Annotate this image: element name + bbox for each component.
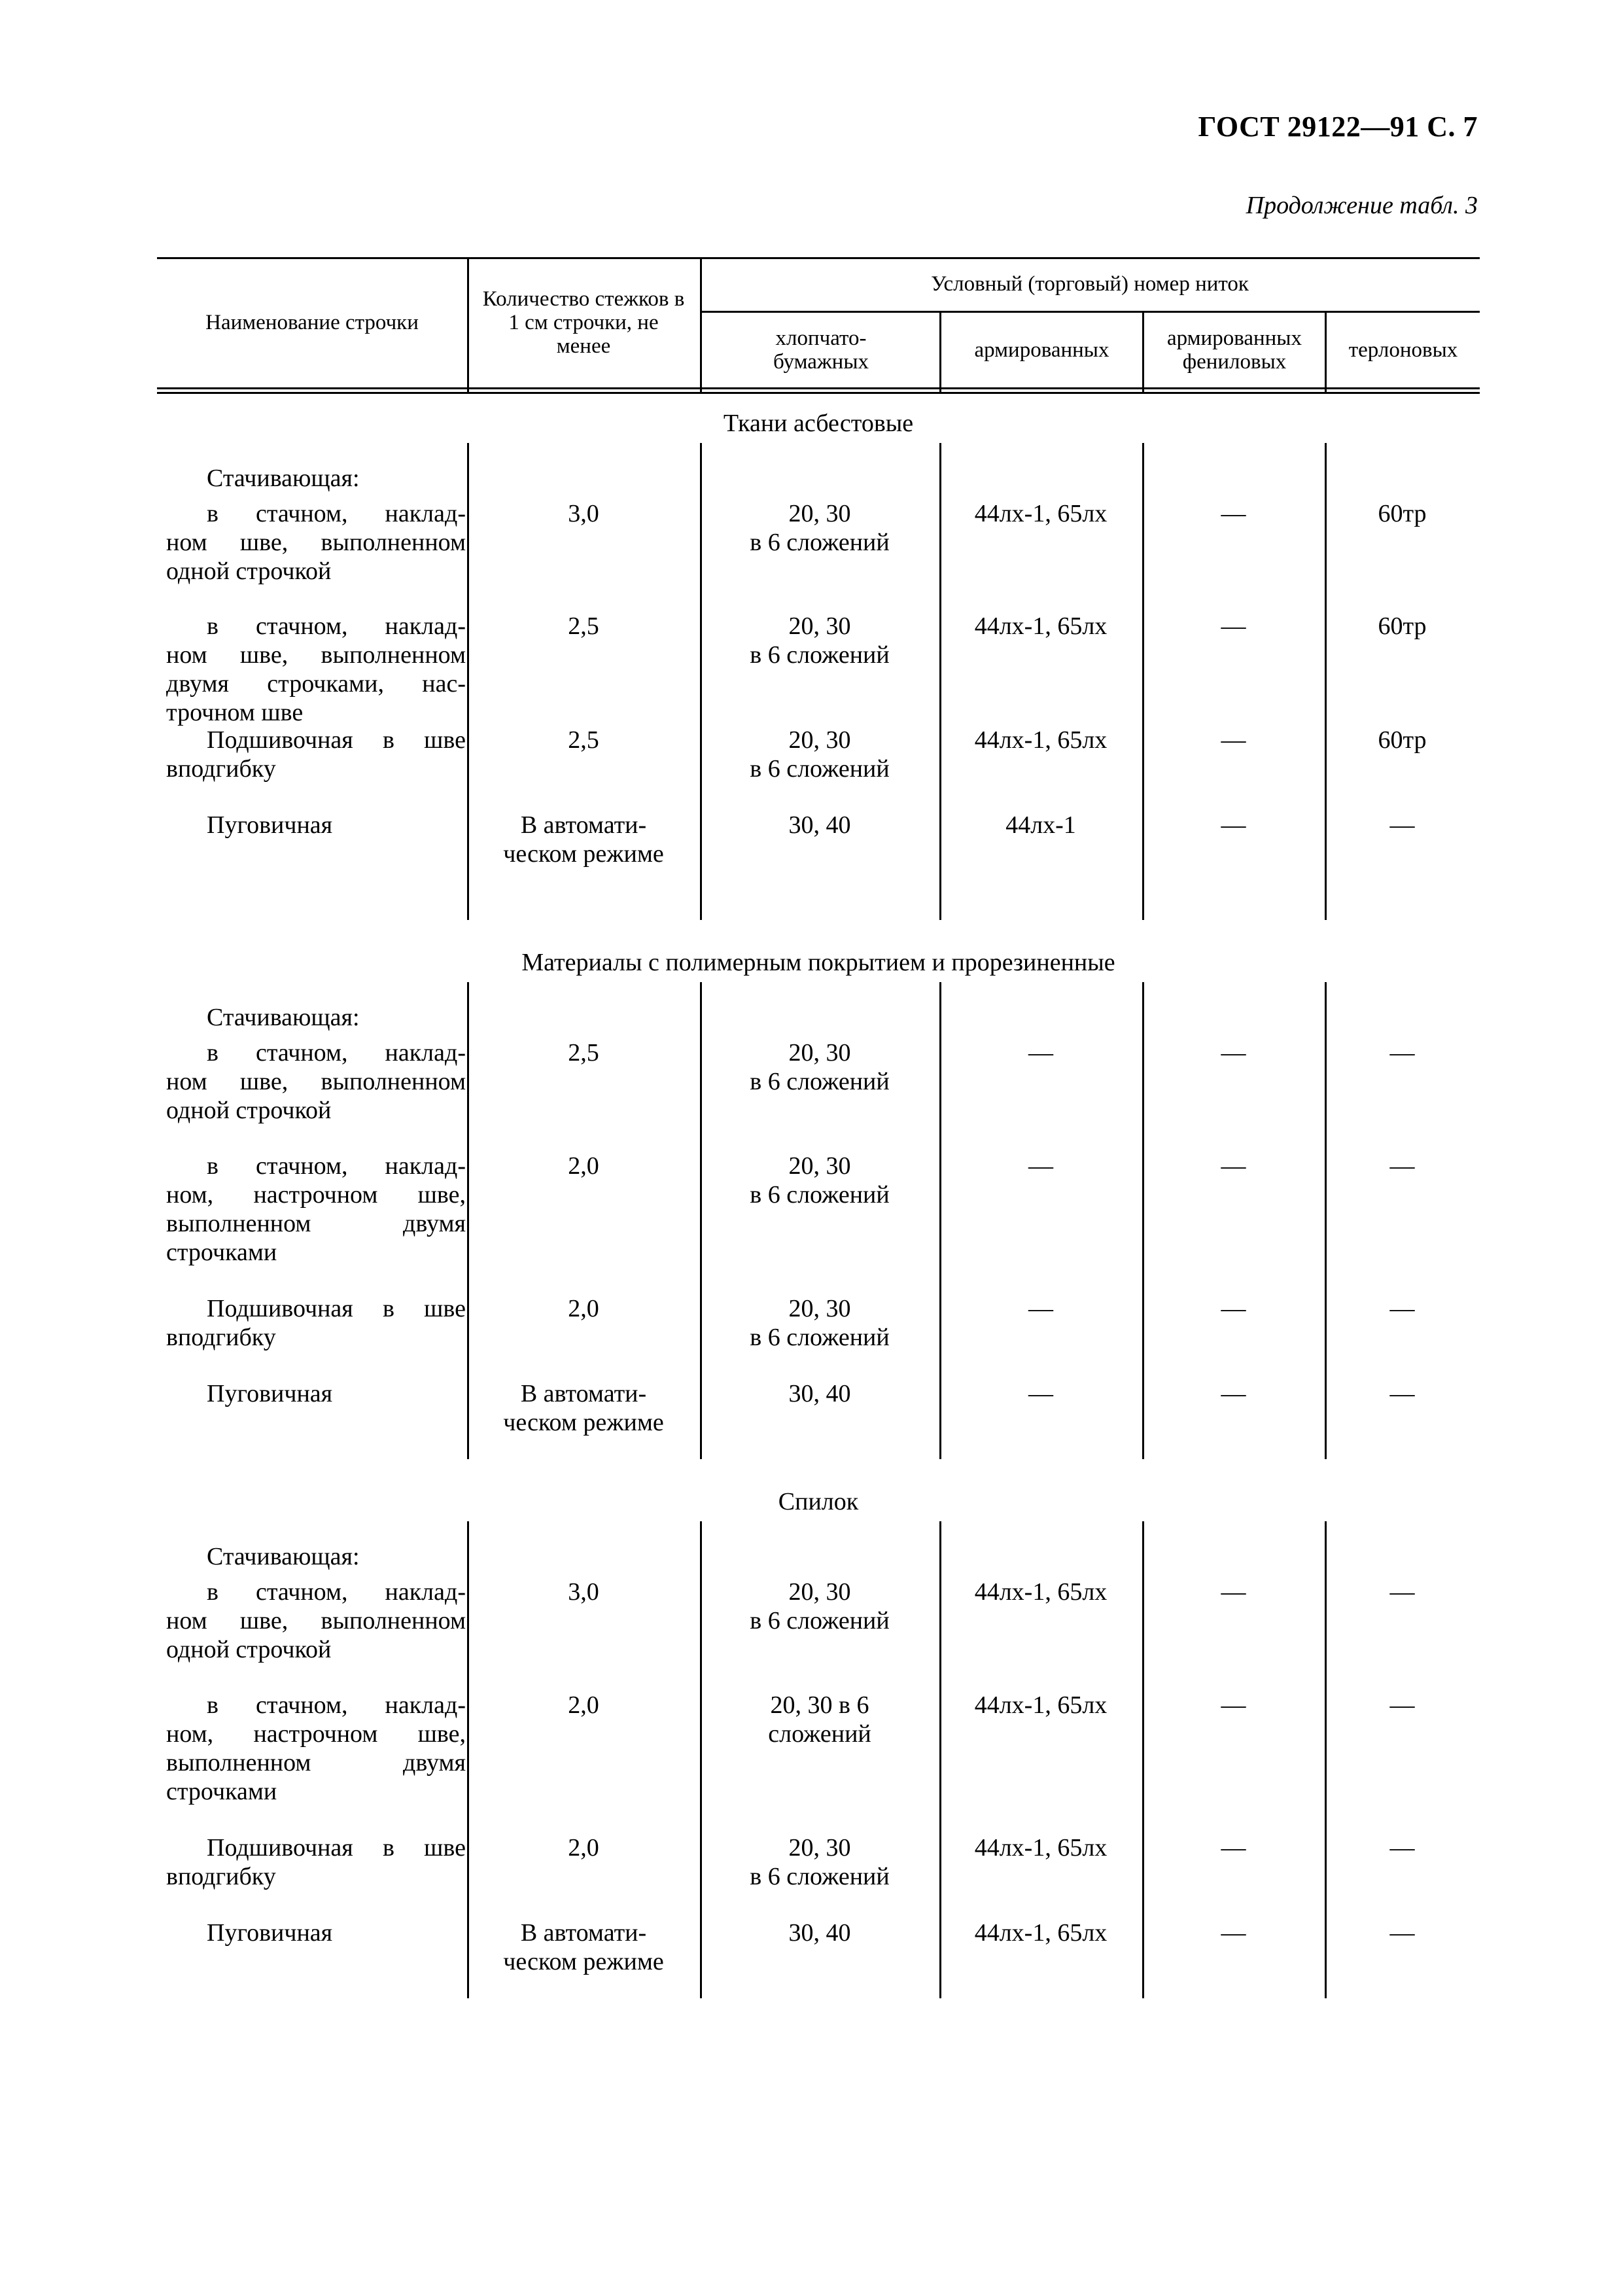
- stitches-value: 3,0: [568, 1578, 599, 1606]
- row-name-line: Пуговичная: [207, 1380, 333, 1407]
- reinforced-thread-value: —: [1028, 1039, 1053, 1067]
- header-stitches: Количество стежков в 1 см строчки, не менее: [482, 287, 685, 358]
- cotton-thread-value: в 6 сложений: [750, 755, 890, 783]
- group-label: Стачивающая:: [207, 1543, 360, 1570]
- row-name-line: Пуговичная: [207, 1919, 333, 1947]
- row-name-line: в стачном, наклад-: [207, 612, 466, 640]
- header-subrule: [700, 311, 1480, 313]
- terlon-thread-value: —: [1389, 1691, 1415, 1719]
- group-label: Стачивающая:: [207, 1004, 360, 1031]
- stitches-value: 2,5: [568, 612, 599, 640]
- row-name-line: ном шве, выполненном: [166, 641, 466, 669]
- header-cotton-label: хлопчато-бумажных: [773, 327, 869, 374]
- header-reinforced: армированных: [974, 338, 1109, 362]
- section-title: Спилок: [778, 1488, 859, 1515]
- terlon-thread-value: —: [1389, 1919, 1415, 1947]
- reinforced-thread-value: 44лх-1, 65лх: [974, 1578, 1108, 1606]
- row-name-line: в стачном, наклад-: [207, 1691, 466, 1719]
- cotton-thread-value: 30, 40: [788, 811, 851, 839]
- cotton-thread-value: 20, 30: [788, 1152, 851, 1180]
- terlon-thread-value: —: [1389, 1578, 1415, 1606]
- stitches-value: 2,0: [568, 1834, 599, 1862]
- header-name: Наименование строчки: [205, 310, 419, 334]
- stitches-value: ческом режиме: [503, 840, 664, 868]
- phenyl-thread-value: —: [1221, 1295, 1246, 1322]
- row-name-line: в стачном, наклад-: [207, 1578, 466, 1606]
- stitches-value: 2,0: [568, 1152, 599, 1180]
- stitches-value: 2,0: [568, 1295, 599, 1322]
- section-title: Материалы с полимерным покрытием и прорезиненные: [521, 949, 1115, 976]
- terlon-thread-value: —: [1389, 811, 1415, 839]
- table-continuation-label: Продолжение табл. 3: [1246, 192, 1478, 219]
- row-name-line: двумя строчками, нас-: [166, 670, 466, 698]
- cotton-thread-value: 20, 30: [788, 1578, 851, 1606]
- reinforced-thread-value: —: [1028, 1295, 1053, 1322]
- stitches-value: ческом режиме: [503, 1948, 664, 1975]
- phenyl-thread-value: —: [1221, 1691, 1246, 1719]
- cotton-thread-value: 20, 30: [788, 726, 851, 754]
- reinforced-thread-value: 44лх-1, 65лх: [974, 1691, 1108, 1719]
- terlon-thread-value: 60тр: [1378, 726, 1427, 754]
- stitches-value: В автомати-: [520, 811, 647, 839]
- row-name-line: вподгибку: [166, 1324, 276, 1351]
- terlon-thread-value: —: [1389, 1834, 1415, 1862]
- terlon-thread-value: —: [1389, 1380, 1415, 1407]
- header-bottom-rule-2: [157, 392, 1480, 394]
- cotton-thread-value: 30, 40: [788, 1919, 851, 1947]
- cotton-thread-value: в 6 сложений: [750, 641, 890, 669]
- header-terlon: терлоновых: [1348, 338, 1458, 362]
- reinforced-thread-value: —: [1028, 1380, 1053, 1407]
- row-name-line: ном шве, выполненном: [166, 1068, 466, 1095]
- terlon-thread-value: —: [1389, 1039, 1415, 1067]
- reinforced-thread-value: —: [1028, 1152, 1053, 1180]
- phenyl-thread-value: —: [1221, 726, 1246, 754]
- phenyl-thread-value: —: [1221, 1152, 1246, 1180]
- phenyl-thread-value: —: [1221, 612, 1246, 640]
- stitches-value: 2,5: [568, 726, 599, 754]
- terlon-thread-value: —: [1389, 1152, 1415, 1180]
- row-name-line: Подшивочная в шве: [207, 726, 466, 754]
- phenyl-thread-value: —: [1221, 1380, 1246, 1407]
- stitches-value: 3,0: [568, 500, 599, 527]
- reinforced-thread-value: 44лх-1: [1005, 811, 1076, 839]
- row-name-line: выполненном двумя: [166, 1210, 466, 1237]
- terlon-thread-value: —: [1389, 1295, 1415, 1322]
- terlon-thread-value: 60тр: [1378, 500, 1427, 527]
- cotton-thread-value: сложений: [768, 1720, 871, 1748]
- header-reinforced-phenyl: армированных фениловых: [1167, 327, 1302, 374]
- cotton-thread-value: в 6 сложений: [750, 1863, 890, 1890]
- phenyl-thread-value: —: [1221, 500, 1246, 527]
- header-cotton-text: [746, 313, 896, 387]
- cotton-thread-value: в 6 сложений: [750, 1607, 890, 1634]
- terlon-thread-value: 60тр: [1378, 612, 1427, 640]
- stitches-value: ческом режиме: [503, 1409, 664, 1436]
- row-name-line: ном шве, выполненном: [166, 529, 466, 556]
- row-name-line: в стачном, наклад-: [207, 1039, 466, 1067]
- reinforced-thread-value: 44лх-1, 65лх: [974, 612, 1108, 640]
- row-name-line: вподгибку: [166, 1863, 276, 1890]
- row-name-line: Пуговичная: [207, 811, 333, 839]
- row-name-line: ном, настрочном шве,: [166, 1720, 466, 1748]
- cotton-thread-value: в 6 сложений: [750, 529, 890, 556]
- row-name-line: одной строчкой: [166, 1636, 332, 1663]
- row-name-line: ном, настрочном шве,: [166, 1181, 466, 1209]
- section-title: Ткани асбестовые: [723, 410, 914, 437]
- row-name-line: вподгибку: [166, 755, 276, 783]
- header-bottom-rule: [157, 387, 1480, 389]
- reinforced-thread-value: 44лх-1, 65лх: [974, 1834, 1108, 1862]
- row-name-line: Подшивочная в шве: [207, 1834, 466, 1862]
- cotton-thread-value: 20, 30: [788, 612, 851, 640]
- row-name-line: Подшивочная в шве: [207, 1295, 466, 1322]
- stitches-value: 2,5: [568, 1039, 599, 1067]
- row-name-line: одной строчкой: [166, 1097, 332, 1124]
- cotton-thread-value: 20, 30: [788, 500, 851, 527]
- row-name-line: в стачном, наклад-: [207, 500, 466, 527]
- cotton-thread-value: 30, 40: [788, 1380, 851, 1407]
- cotton-thread-value: 20, 30: [788, 1834, 851, 1862]
- reinforced-thread-value: 44лх-1, 65лх: [974, 500, 1108, 527]
- row-name-line: ном шве, выполненном: [166, 1607, 466, 1634]
- phenyl-thread-value: —: [1221, 1039, 1246, 1067]
- stitches-value: 2,0: [568, 1691, 599, 1719]
- cotton-thread-value: 20, 30: [788, 1295, 851, 1322]
- phenyl-thread-value: —: [1221, 811, 1246, 839]
- phenyl-thread-value: —: [1221, 1834, 1246, 1862]
- cotton-thread-value: в 6 сложений: [750, 1181, 890, 1209]
- row-name-line: в стачном, наклад-: [207, 1152, 466, 1180]
- reinforced-thread-value: 44лх-1, 65лх: [974, 726, 1108, 754]
- cotton-thread-value: 20, 30: [788, 1039, 851, 1067]
- page-title: ГОСТ 29122—91 С. 7: [1198, 111, 1478, 143]
- row-name-line: трочном шве: [166, 699, 304, 726]
- stitches-value: В автомати-: [520, 1919, 647, 1947]
- row-name-line: выполненном двумя: [166, 1749, 466, 1776]
- cotton-thread-value: в 6 сложений: [750, 1068, 890, 1095]
- group-label: Стачивающая:: [207, 465, 360, 492]
- stitches-value: В автомати-: [520, 1380, 647, 1407]
- phenyl-thread-value: —: [1221, 1919, 1246, 1947]
- cotton-thread-value: 20, 30 в 6: [770, 1691, 869, 1719]
- phenyl-thread-value: —: [1221, 1578, 1246, 1606]
- row-name-line: строчками: [166, 1778, 277, 1805]
- row-name-line: строчками: [166, 1239, 277, 1266]
- row-name-line: одной строчкой: [166, 557, 332, 585]
- header-vline: [467, 257, 469, 392]
- header-thread-group: Условный (торговый) номер ниток: [931, 272, 1249, 296]
- cotton-thread-value: в 6 сложений: [750, 1324, 890, 1351]
- reinforced-thread-value: 44лх-1, 65лх: [974, 1919, 1108, 1947]
